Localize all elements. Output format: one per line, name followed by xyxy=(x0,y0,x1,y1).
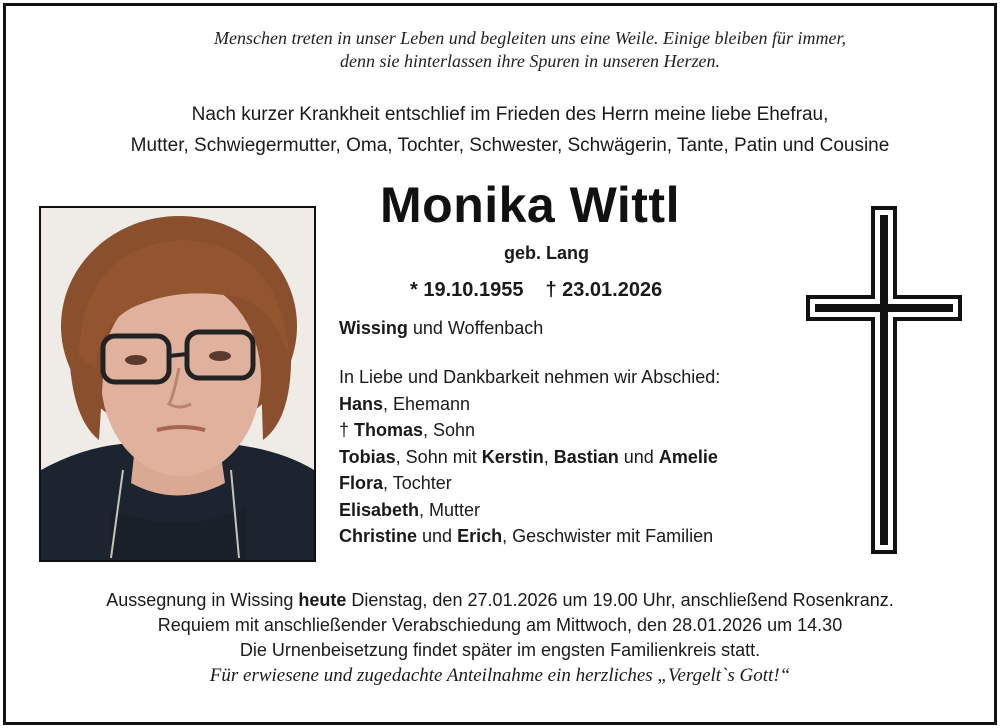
separator: , xyxy=(543,446,554,467)
mourner-name: Elisabeth xyxy=(339,499,420,520)
portrait-photo xyxy=(39,206,316,562)
mourner-row xyxy=(339,497,720,524)
death-date: † 23.01.2026 xyxy=(545,279,663,301)
mourner-row xyxy=(339,444,720,471)
mourner-name: Hans xyxy=(339,393,384,414)
mourner-name: Erich xyxy=(457,526,503,546)
quote-line-2: denn sie hinterlassen ihre Spuren in unseren Herzen. xyxy=(340,51,720,71)
mourner-row xyxy=(339,391,720,418)
deceased-name: Monika Wittl xyxy=(380,177,680,233)
mourner-row xyxy=(339,470,720,497)
separator: und xyxy=(417,526,458,546)
portrait-illustration xyxy=(41,208,314,560)
residence-rest: und Woffenbach xyxy=(407,318,544,338)
mourner-relation: , Sohn xyxy=(423,420,476,440)
mourner-name: Bastian xyxy=(553,446,619,467)
footer-line-2: Requiem mit anschließender Verabschiedung am Mittwoch, den 28.01.2026 um 14.30 xyxy=(157,615,843,635)
mourner-relation: , Mutter xyxy=(419,499,481,520)
mourner-name: Kerstin xyxy=(481,446,544,467)
mourner-row xyxy=(339,523,720,550)
footer-bold: heute xyxy=(298,590,347,610)
mourner-name: Christine xyxy=(339,526,418,546)
deceased-mark: † xyxy=(339,420,355,440)
mourner-relation: , Geschwister mit Familien xyxy=(502,526,714,546)
mourners-list xyxy=(339,364,720,550)
mourner-name: Amelie xyxy=(658,446,718,467)
footer-text: Aussegnung in Wissing xyxy=(106,590,299,610)
separator: und xyxy=(618,446,659,467)
mourner-name: Thomas xyxy=(354,420,424,440)
mourner-name: Tobias xyxy=(339,446,396,467)
intro-line-2: Mutter, Schwiegermutter, Oma, Tochter, Schwester, Schwägerin, Tante, Patin und Cousine xyxy=(130,135,890,156)
intro-line-1: Nach kurzer Krankheit entschlief im Frieden des Herrn meine liebe Ehefrau, xyxy=(191,104,829,125)
quote-line-1: Menschen treten in unser Leben und begleiten uns eine Weile. Einige bleiben für immer, xyxy=(213,28,847,48)
quote xyxy=(0,27,1000,73)
mourner-row xyxy=(339,417,720,444)
service-details xyxy=(0,588,1000,688)
mourner-name: Flora xyxy=(339,473,384,493)
mourners-heading: In Liebe und Dankbarkeit nehmen wir Abschied: xyxy=(339,367,721,387)
mourner-relation: , Sohn mit xyxy=(395,446,482,467)
residence-bold: Wissing xyxy=(339,318,408,338)
birth-name: geb. Lang xyxy=(504,243,589,263)
footer-line-3: Die Urnenbeisetzung findet später im engsten Familienkreis statt. xyxy=(239,640,761,660)
cross-icon xyxy=(806,206,962,554)
footer-line-4: Für erwiesene und zugedachte Anteilnahme ein herzliches „Vergelt`s Gott!“ xyxy=(209,665,791,686)
birth-date: * 19.10.1955 xyxy=(410,279,524,301)
intro-text xyxy=(0,99,1000,161)
residence xyxy=(339,318,543,339)
footer-line-1 xyxy=(0,588,1000,613)
mourner-relation: , Tochter xyxy=(383,473,452,493)
mourner-relation: , Ehemann xyxy=(383,393,471,414)
footer-text: Dienstag, den 27.01.2026 um 19.00 Uhr, anschließend Rosenkranz. xyxy=(346,590,894,610)
life-dates xyxy=(410,279,684,302)
